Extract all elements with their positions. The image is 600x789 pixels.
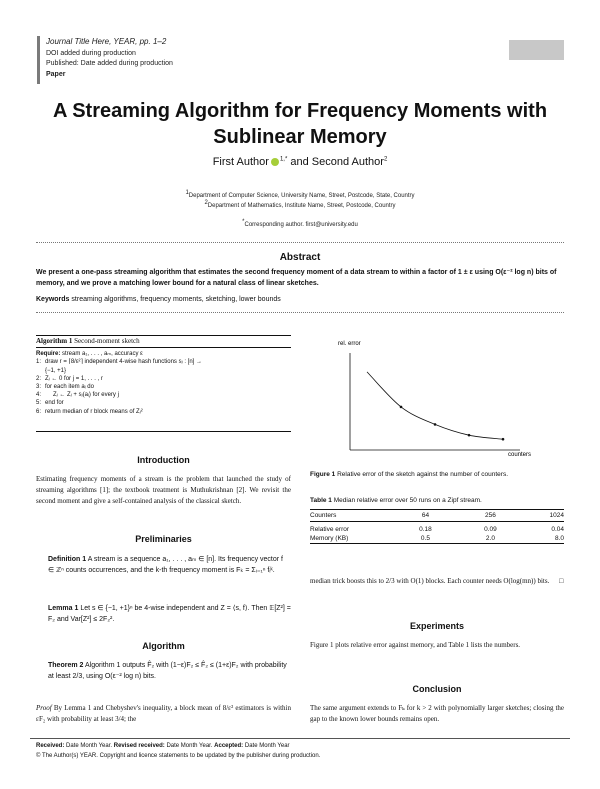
- affiliation-2: [30, 200, 570, 209]
- article-type: Paper: [46, 71, 66, 78]
- conclusion-heading: Conclusion: [412, 684, 462, 694]
- abstract-heading: Abstract: [279, 252, 321, 263]
- algorithm-label: Algorithm 1: [36, 337, 73, 345]
- author-list: [30, 156, 570, 168]
- figure-label: Figure 1: [310, 471, 336, 478]
- journal-line: Journal Title Here, YEAR, pp. 1–2: [46, 37, 167, 46]
- algorithm-box: [36, 337, 291, 416]
- table-header-cell: 1024: [549, 512, 564, 519]
- copyright-text: The Author(s) YEAR. Copyright and licence statements to be updated by the publisher during production.: [41, 753, 321, 759]
- proof-label: Proof: [36, 704, 52, 712]
- doi-line: DOI added during production: [46, 50, 136, 57]
- algorithm-line-1b: [36, 367, 291, 375]
- chart-data-point: [400, 406, 403, 409]
- require-text: stream a₁, . . . , aₘ, accuracy ε: [62, 351, 143, 358]
- lemma-1: [48, 603, 291, 625]
- affiliation-1: [30, 190, 570, 199]
- table-header-cell: 64: [421, 512, 430, 519]
- theorem-text: Algorithm 1 outputs F̂₂ with (1−ε)F₂ ≤ F̂₂ ≤ (1+ε)F₂ with probability at least 2/3, using O(ε⁻² log n) bits.: [48, 662, 287, 680]
- algorithm-line-6: [36, 408, 291, 416]
- line-number: 1:: [36, 359, 42, 366]
- algorithm-line-5: [36, 399, 291, 407]
- algorithm-line-3: [36, 383, 291, 391]
- author-first-affil: 1,*: [279, 156, 288, 163]
- table-row: [310, 534, 564, 544]
- preliminaries-heading: Preliminaries: [135, 534, 192, 544]
- author-second-affil: 2: [383, 156, 388, 163]
- footer-rule: [30, 738, 570, 739]
- divider-bottom: [36, 312, 564, 313]
- table-row: [310, 522, 564, 535]
- line-text: end for: [45, 400, 64, 407]
- chart-data-point: [468, 434, 471, 437]
- table-cell: Memory (KB): [310, 535, 349, 542]
- divider-top: [36, 242, 564, 243]
- chart-xlabel: counters: [508, 452, 532, 458]
- line-number: 4:: [36, 392, 42, 399]
- footer-dates: [36, 743, 290, 749]
- line-text: Zⱼ ← Zⱼ + sⱼ(aᵢ) for every j: [53, 392, 119, 399]
- chart-data-point: [502, 438, 505, 441]
- abstract-text: We present a one-pass streaming algorithm that estimates the second frequency moment of a data stream to within a factor of 1 ± ε using O(ε⁻² log n) bits of memory, and we prove a matching lower bound for a natural class of linear sketches.: [36, 269, 557, 287]
- accepted-date: Date Month Year: [244, 743, 290, 749]
- table-cell: 8.0: [554, 535, 564, 542]
- line-number: 3:: [36, 384, 42, 391]
- affiliation-2-sup: 2: [204, 200, 208, 206]
- proof-continuation: [310, 576, 564, 587]
- line-text: for each item aᵢ do: [45, 384, 94, 391]
- received-date: Date Month Year.: [66, 743, 113, 749]
- experiments-text: Figure 1 plots relative error against memory, and Table 1 lists the numbers.: [310, 641, 521, 649]
- figure-caption: [310, 471, 508, 478]
- line-number: 5:: [36, 400, 42, 407]
- relative-error-chart: [310, 335, 570, 463]
- qed-symbol: □: [559, 577, 564, 585]
- line-text: {−1, +1}: [45, 367, 67, 374]
- revised-label: Revised received:: [113, 743, 165, 749]
- introduction-heading: Introduction: [137, 455, 190, 465]
- algorithm-line-1: [36, 358, 291, 366]
- header-accent-bar: [37, 36, 40, 84]
- proof-text: [36, 703, 291, 725]
- revised-date: Date Month Year.: [166, 743, 213, 749]
- algorithm-name: Second-moment sketch: [74, 337, 140, 345]
- corresponding-author: *Corresponding author. first@university.edu: [242, 219, 358, 228]
- author-first[interactable]: First Author: [212, 156, 269, 168]
- algorithm-heading: Algorithm: [142, 641, 185, 651]
- algorithm-caption: [36, 337, 291, 345]
- proof-continuation-text: median trick boosts this to 2/3 with O(1) blocks. Each counter needs O(log(mn)) bits.: [310, 577, 550, 585]
- author-separator: and: [287, 156, 312, 168]
- table-cell: Relative error: [310, 526, 350, 533]
- corresponding-text: Corresponding author. first@university.edu: [244, 222, 358, 228]
- chart-series-line: [367, 372, 503, 439]
- accepted-label: Accepted:: [214, 743, 244, 749]
- algorithm-line-4: [36, 391, 291, 399]
- keywords-label: Keywords: [36, 296, 70, 303]
- proof-body: By Lemma 1 and Chebyshev's inequality, a block mean of 8/ε² estimators is within εF₂ with probability at least 3/4; the: [36, 704, 292, 723]
- affiliation-1-sup: 1: [185, 190, 189, 196]
- figure-caption-text: Relative error of the sketch against the number of counters.: [337, 471, 509, 478]
- algorithm-require: [36, 350, 291, 358]
- table-cell: 2.0: [485, 535, 495, 542]
- algorithm-line-2: [36, 375, 291, 383]
- table-caption: [310, 497, 482, 504]
- line-number: 6:: [36, 408, 42, 415]
- journal-logo-placeholder: [509, 40, 564, 60]
- table-label: Table 1: [310, 497, 332, 504]
- chart-data-point: [434, 423, 437, 426]
- definition-1: [48, 554, 291, 576]
- lemma-label: Lemma 1: [48, 605, 79, 612]
- experiments-heading: Experiments: [409, 621, 465, 631]
- definition-text: A stream is a sequence a₁, . . . , aₘ ∈ [n]. Its frequency vector f ∈ ℤⁿ counts occurrences, and the k-th frequency moment is Fₖ = Σᵢ₌₁ⁿ fᵢᵏ.: [48, 556, 283, 574]
- algorithm-top-rule: [36, 335, 291, 336]
- line-text: Zⱼ ← 0 for j = 1, . . . , r: [45, 375, 103, 382]
- orcid-icon[interactable]: [271, 158, 279, 166]
- affiliation-2-text: Department of Mathematics, Institute Name, Street, Postcode, Country: [207, 203, 396, 209]
- line-text: draw r = ⌈8/ε²⌉ independent 4-wise hash functions sⱼ : [n] →: [45, 359, 202, 366]
- table-header-cell: 256: [485, 512, 496, 519]
- table-caption-text: Median relative error over 50 runs on a Zipf stream.: [333, 497, 482, 504]
- algorithm-bottom-rule: [36, 431, 291, 432]
- footer-copyright: [36, 753, 320, 759]
- line-text: return median of r block means of Zⱼ²: [45, 408, 143, 415]
- chart-ylabel: rel. error: [338, 341, 361, 347]
- table-cell: 0.18: [419, 526, 432, 533]
- table-header-cell: Counters: [310, 512, 337, 519]
- definition-label: Definition 1: [48, 556, 87, 563]
- table-cell: 0.04: [551, 526, 564, 533]
- theorem-label: Theorem 2: [48, 662, 84, 669]
- published-line: Published: Date added during production: [46, 60, 173, 67]
- conclusion-text: The same argument extends to Fₖ for k > 2 with polynomially larger sketches; closing the gap to the known lower bounds remains open.: [310, 704, 564, 723]
- table-cell: 0.09: [484, 526, 497, 533]
- results-table: [310, 509, 564, 544]
- line-number: 2:: [36, 375, 42, 382]
- affiliation-1-text: Department of Computer Science, University Name, Street, Postcode, State, Country: [188, 193, 415, 199]
- copyright-icon: ©: [36, 753, 41, 759]
- theorem-2: [48, 660, 291, 682]
- author-second[interactable]: Second Author: [311, 156, 384, 168]
- received-label: Received:: [36, 743, 65, 749]
- paper-title: A Streaming Algorithm for Frequency Moments with Sublinear Memory: [52, 100, 548, 148]
- table-cell: 0.5: [420, 535, 430, 542]
- chart-plot-area: [367, 372, 504, 441]
- introduction-text: Estimating frequency moments of a stream is the problem that launched the study of streaming algorithms [1]; the textbook treatment is Muthukrishnan [2]. We revisit the second moment and give a self-contained analysis of the classical sketch.: [36, 475, 291, 505]
- require-label: Require:: [36, 351, 61, 358]
- keywords-text: streaming algorithms, frequency moments, sketching, lower bounds: [71, 296, 281, 303]
- lemma-text: Let s ∈ {−1, +1}ⁿ be 4-wise independent and Z = ⟨s, f⟩. Then 𝔼[Z²] = F₂ and Var[Z²] ≤ 2F₂².: [48, 605, 291, 623]
- keywords: [36, 296, 281, 303]
- table-header-row: [310, 510, 564, 522]
